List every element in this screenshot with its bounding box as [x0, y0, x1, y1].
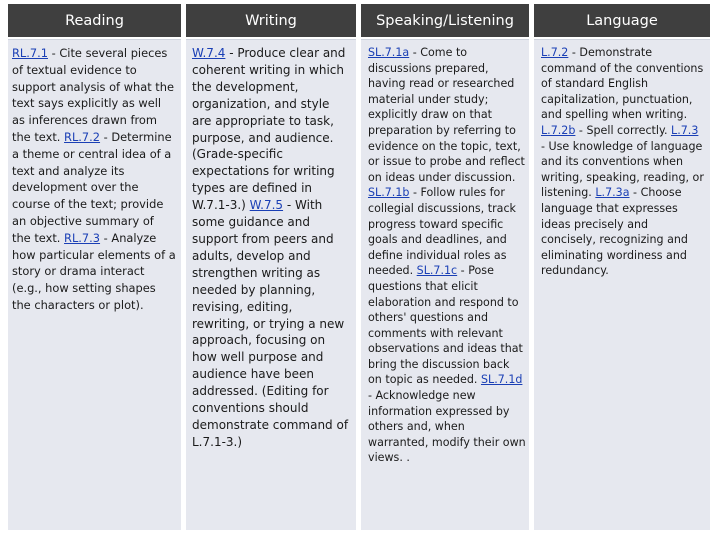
header-speaking-listening: Speaking/Listening: [361, 4, 529, 39]
standard-link-w-7-5[interactable]: W.7.5: [249, 198, 284, 213]
standard-link-l-7-3a[interactable]: L.7.3a: [595, 186, 630, 200]
standard-link-rl-7-1[interactable]: RL.7.1: [12, 46, 48, 60]
standard-text: - With some guidance and support from peers and adults, develop and strengthen writing as needed by planning, revising, editing, rewriting, or trying a new approach, focusing on how well purpose and audience have been addressed. (Editing for conventions should demonstrate command of L.7.1-3.): [192, 198, 349, 449]
standard-text: - Pose questions that elicit elaboration and respond to others' questions and comments with relevant observations and ideas that bring the discussion back on topic as needed.: [368, 264, 523, 387]
standard-link-l-7-3[interactable]: L.7.3: [671, 123, 699, 137]
language-cell: [534, 39, 710, 530]
standard-link-l-7-2[interactable]: L.7.2: [541, 46, 569, 59]
standard-text: - Acknowledge new information expressed by others and, when warranted, modify their own views. .: [368, 389, 526, 465]
standard-link-rl-7-3[interactable]: RL.7.3: [64, 230, 101, 245]
standard-text: - Cite several pieces of textual evidence to support analysis of what the text says explicitly as well as inferences drawn from the text.: [12, 46, 174, 144]
standard-text: - Use knowledge of language and its conventions when writing, speaking, reading, or listening.: [541, 139, 704, 200]
standard-text: - Analyze how particular elements of a story or drama interact (e.g., how setting shapes the characters or plot).: [12, 230, 176, 312]
writing-cell: [186, 39, 356, 530]
standard-text: - Spell correctly.: [575, 123, 672, 137]
standard-text: - Follow rules for collegial discussions, track progress toward specific goals and deadlines, and define individual roles as needed.: [368, 186, 516, 278]
reading-cell: [8, 39, 181, 530]
standard-link-l-7-2b[interactable]: L.7.2b: [541, 123, 576, 137]
standard-link-sl-7-1c[interactable]: SL.7.1c: [416, 264, 458, 278]
standard-link-w-7-4[interactable]: W.7.4: [192, 46, 226, 60]
standard-text: - Choose language that expresses ideas precisely and concisely, recognizing and eliminating wordiness and redundancy.: [541, 186, 688, 278]
standard-text: - Come to discussions prepared, having read or researched material under study; explicitly draw on that preparation by referring to evidence on the topic, text, or issue to probe and reflect on ideas under discussion.: [368, 46, 525, 184]
standards-table: [8, 4, 711, 530]
header-language: Language: [534, 4, 710, 39]
standard-link-rl-7-2[interactable]: RL.7.2: [64, 129, 101, 144]
standard-link-sl-7-1b[interactable]: SL.7.1b: [368, 186, 410, 200]
standard-text: - Demonstrate command of the conventions of standard English capitalization, punctuation, and spelling when writing.: [541, 46, 704, 122]
standard-link-sl-7-1d[interactable]: SL.7.1d: [480, 373, 523, 387]
header-writing: Writing: [186, 4, 356, 39]
standard-text: - Produce clear and coherent writing in which the development, organization, and style are appropriate to task, purpose, and audience. (Grade-specific expectations for writing types are defined in W.7.1-3.): [192, 46, 346, 213]
header-reading: Reading: [8, 4, 181, 39]
standard-link-sl-7-1a[interactable]: SL.7.1a: [368, 46, 410, 59]
standard-text: - Determine a theme or central idea of a text and analyze its development over the course of the text; provide an objective summary of the text.: [12, 129, 172, 245]
speaking-listening-cell: [361, 39, 529, 530]
